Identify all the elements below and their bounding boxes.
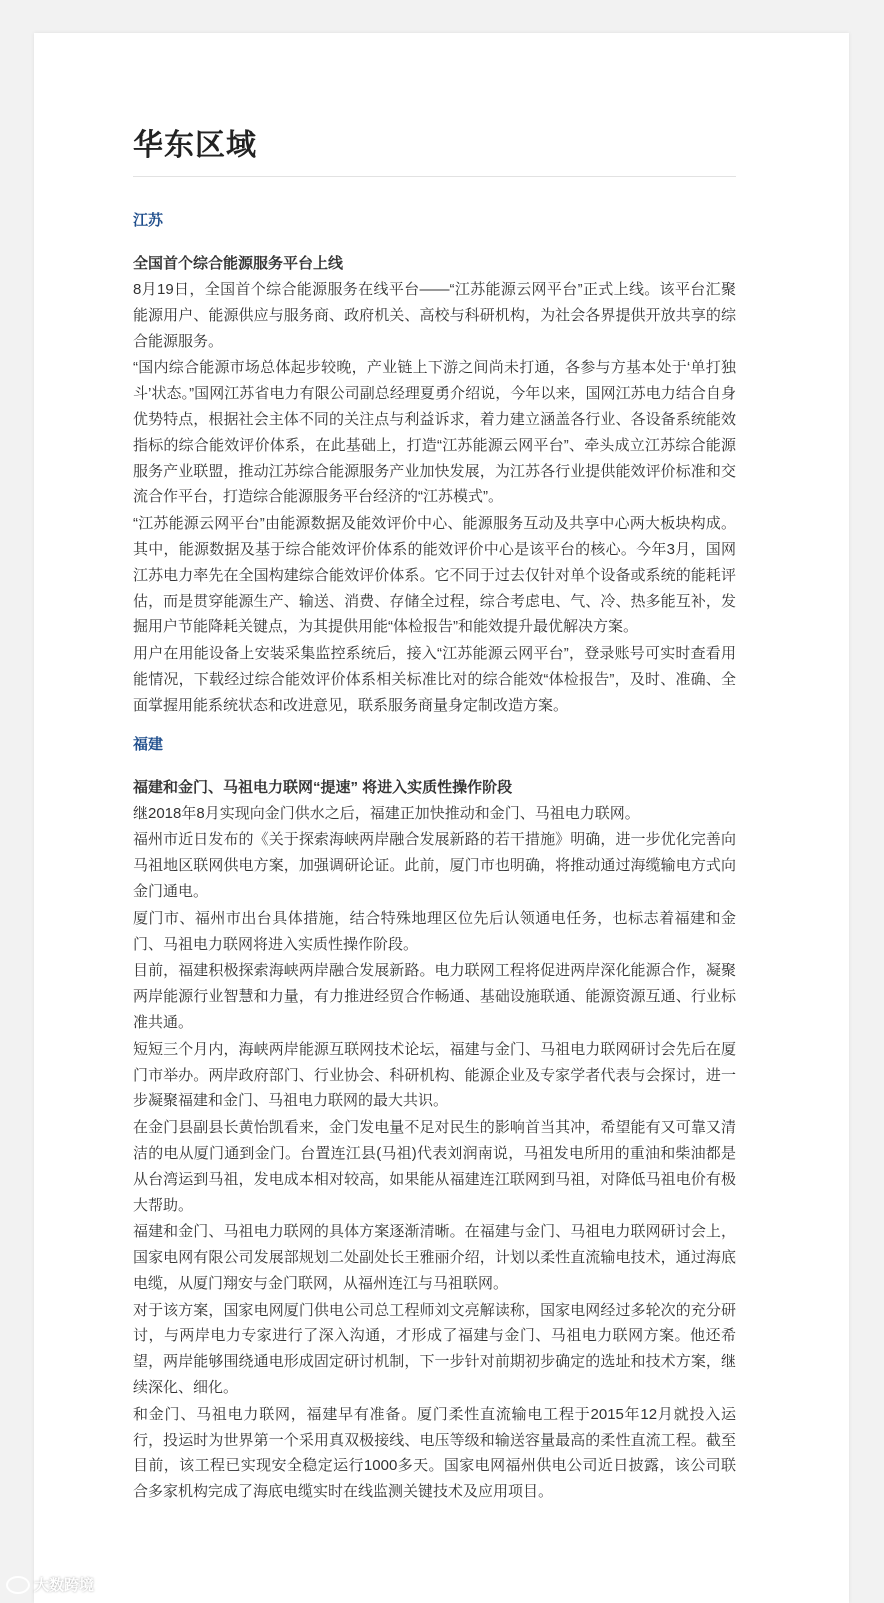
paragraph: “江苏能源云网平台”由能源数据及能效评价中心、能源服务互动及共享中心两大板块构成。其中，能源数据及基于综合能效评价体系的能效评价中心是该平台的核心。今年3月，国网江苏电力率先在全国构建综合能效评价体系。它不同于过去仅针对单个设备或系统的能耗评估，而是贯穿能源生产、输送、消费、存储全过程，综合考虑电、气、冷、热多能互补，发掘用户节能降耗关键点，为其提供用能“体检报告”和能效提升最优解决方案。 [133, 515, 736, 636]
watermark-text: 大数跨境 [34, 1577, 95, 1594]
title-divider [133, 176, 736, 177]
region-heading: 福建 [133, 735, 164, 753]
section-jiangsu [133, 211, 736, 719]
section-fujian [133, 735, 736, 1506]
watermark [6, 1574, 94, 1595]
paragraph: 用户在用能设备上安装采集监控系统后，接入“江苏能源云网平台”，登录账号可实时查看用能情况，下载经过综合能效评价体系相关标准比对的综合能效“体检报告”，及时、准确、全面掌握用能系统状态和改进意见，联系服务商量身定制改造方案。 [133, 645, 736, 714]
watermark-logo-icon [6, 1576, 30, 1594]
paragraph: 和金门、马祖电力联网，福建早有准备。厦门柔性直流输电工程于2015年12月就投入运行，投运时为世界第一个采用真双极接线、电压等级和输送容量最高的柔性直流工程。截至目前，该工程已实现安全稳定运行1000多天。国家电网福州供电公司近日披露，该公司联合多家机构完成了海底电缆实时在线监测关键技术及应用项目。 [133, 1405, 736, 1501]
paragraph: 厦门市、福州市出台具体措施，结合特殊地理区位先后认领通电任务，也标志着福建和金门、马祖电力联网将进入实质性操作阶段。 [133, 909, 736, 953]
region-heading: 江苏 [133, 212, 164, 229]
paragraph: 短短三个月内，海峡两岸能源互联网技术论坛，福建与金门、马祖电力联网研讨会先后在厦门市举办。两岸政府部门、行业协会、科研机构、能源企业及专家学者代表与会探讨，进一步凝聚福建和金门、马祖电力联网的最大共识。 [133, 1040, 736, 1110]
article-content [133, 126, 736, 1521]
paragraph: “国内综合能源市场总体起步较晚，产业链上下游之间尚未打通，各参与方基本处于‘单打独斗’状态。”国网江苏省电力有限公司副总经理夏勇介绍说，今年以来，国网江苏电力结合自身优势特点，根据社会主体不同的关注点与利益诉求，着力建立涵盖各行业、各设备系统能效指标的综合能效评价体系，在此基础上，打造“江苏能源云网平台”、牵头成立江苏综合能源服务产业联盟，推动江苏综合能源服务产业加快发展，为江苏各行业提供能效评价标准和交流合作平台，打造综合能源服务平台经济的“江苏模式”。 [133, 359, 736, 506]
paragraph: 8月19日，全国首个综合能源服务在线平台——“江苏能源云网平台”正式上线。该平台汇聚能源用户、能源供应与服务商、政府机关、高校与科研机构，为社会各界提供开放共享的综合能源服务。 [133, 281, 736, 350]
paragraph: 对于该方案，国家电网厦门供电公司总工程师刘文亮解读称，国家电网经过多轮次的充分研讨，与两岸电力专家进行了深入沟通，才形成了福建与金门、马祖电力联网方案。他还希望，两岸能够围绕通电形成固定研讨机制，下一步针对前期初步确定的选址和技术方案，继续深化、细化。 [133, 1301, 736, 1397]
paragraph: 福建和金门、马祖电力联网的具体方案逐渐清晰。在福建与金门、马祖电力联网研讨会上，国家电网有限公司发展部规划二处副处长王雅丽介绍，计划以柔性直流输电技术，通过海底电缆，从厦门翔安与金门联网，从福州连江与马祖联网。 [133, 1223, 736, 1292]
paragraph: 福州市近日发布的《关于探索海峡两岸融合发展新路的若干措施》明确，进一步优化完善向马祖地区联网供电方案，加强调研论证。此前，厦门市也明确，将推动通过海缆输电方式向金门通电。 [133, 831, 736, 900]
paragraph: 目前，福建积极探索海峡两岸融合发展新路。电力联网工程将促进两岸深化能源合作，凝聚两岸能源行业智慧和力量，有力推进经贸合作畅通、基础设施联通、能源资源互通、行业标准共通。 [133, 962, 736, 1031]
page-title: 华东区域 [133, 129, 257, 162]
paragraph: 在金门县副县长黄怡凯看来，金门发电量不足对民生的影响首当其冲，希望能有又可靠又清洁的电从厦门通到金门。台置连江县(马祖)代表刘润南说，马祖发电所用的重油和柴油都是从台湾运到马祖，发电成本相对较高，如果能从福建连江联网到马祖，对降低马祖电价有极大帮助。 [133, 1119, 736, 1214]
news-headline: 全国首个综合能源服务平台上线 [133, 255, 344, 272]
news-headline: 福建和金门、马祖电力联网“提速” 将进入实质性操作阶段 [133, 778, 513, 796]
article-card [34, 33, 849, 1603]
paragraph: 继2018年8月实现向金门供水之后，福建正加快推动和金门、马祖电力联网。 [133, 804, 640, 822]
